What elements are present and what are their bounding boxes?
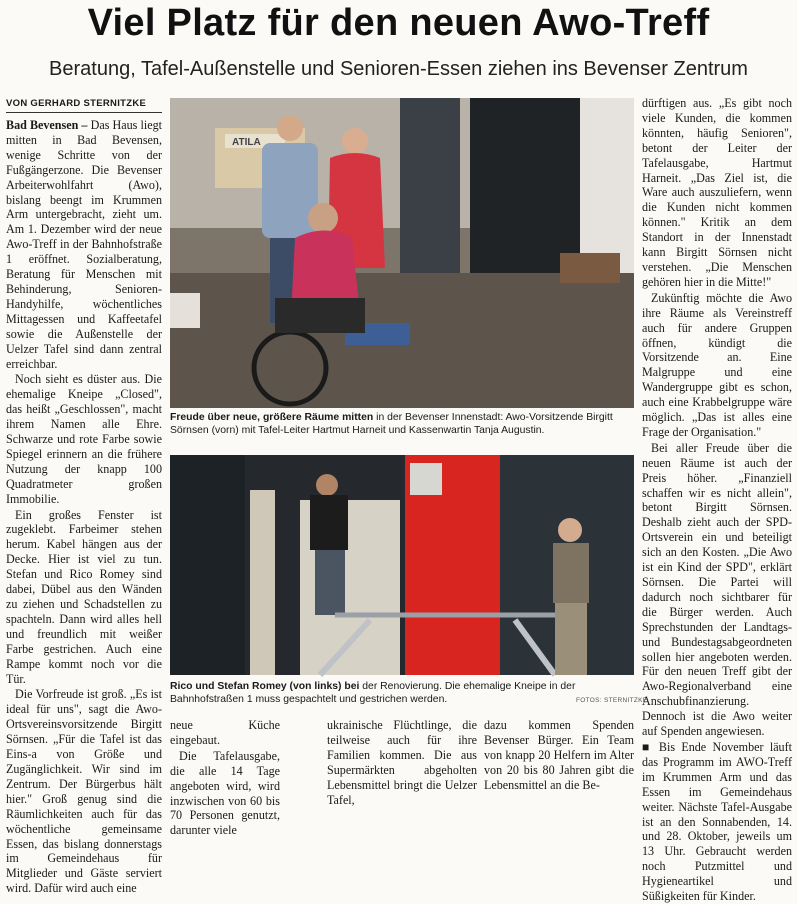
- paragraph-3: Ein großes Fenster ist zugeklebt. Farbeimer stehen herum. Kabel hängen aus der Decke. Hier ist viel zu tun. Stefan und Rico Romey sind dabei, Dübel aus den Wänden zu ziehen und Schadstellen zu spachteln. Dann wird alles hell und freundlich mit weißer Farbe gestrichen. Auch eine Rampe kommt noch vor die Tür.: [6, 507, 162, 686]
- photo-1-caption-bold: Freude über neue, größere Räume mitten: [170, 412, 374, 423]
- photo-2-caption: [170, 680, 634, 707]
- col4-paragraph-2: Zukünftig möchte die Awo ihre Räume als Vereinstreff auch für andere Gruppen öffnen, kündigt die Vorsitzende an. Eine Malgruppe und eine Wandergruppe gibt es schon, auch eine Krabbelgruppe wäre möglich. „Das ist alles eine Frage der Organisation.": [642, 290, 792, 439]
- text-column-4: [642, 96, 792, 904]
- article-subheadline: Beratung, Tafel-Außenstelle und Senioren-Essen ziehen ins Bevenser Zentrum: [49, 58, 748, 80]
- paragraph-2: Noch sieht es düster aus. Die ehemalige Kneipe „Closed", das heißt „Geschlossen", macht ihrem Namen alle Ehre. Schwarze und rote Farbe sowie Spiegel erinnern an die frühere Nutzung der knapp 100 Quadratmeter großen Immobilie.: [6, 372, 162, 506]
- bottom-col-1b-text: Die Tafelausgabe, die alle 14 Tage angeboten wird, wird inzwischen von 60 bis 70 Personen genutzt, darunter viele: [170, 748, 280, 838]
- photo-awo-team: [170, 98, 634, 408]
- dateline: Bad Bevensen –: [6, 118, 88, 132]
- text-column-3: [327, 718, 477, 807]
- text-column-3b: [484, 718, 634, 792]
- col4-paragraph-3: Bei aller Freude über die neuen Räume ist auch der Preis höher. „Finanziell schaffen wir es nicht allein", betont Birgitt Sörnsen. Deshalb zieht auch der SPD-Ortsverein ein und beteiligt sich an den Kosten. „Die Awo ist ein Kind der SPD", erklärt Sörnsen. Die Partei will dadurch noch sichtbarer für die Bürger werden. Auch Sprechstunden der Landtags- und Bundestagsabgeordneten sollen hier angeboten werden. Für den neuen Treff gibt der Awo-Regionalverband eine Anschubfinanzierung. Dennoch ist die Awo weiter auf Spenden angewiesen.: [642, 440, 792, 739]
- photo-credit: FOTOS: STERNITZKE: [576, 697, 648, 704]
- atila-sign: ATILA: [232, 137, 261, 148]
- article-headline: Viel Platz für den neuen Awo-Treff: [87, 2, 710, 44]
- col4-paragraph-4: ■ Bis Ende November läuft das Programm im AWO-Treff im Krummen Arm und das Essen im Gemeindehaus weiter. Nächste Tafel-Ausgabe ist an den Sonnabenden, 14. und 28. Oktober, jeweils um 13 Uhr. Gebraucht werden noch Putzmittel und Hygieneartikel und Süßigkeiten für Kinder.: [642, 739, 792, 904]
- photo-1-caption: [170, 411, 634, 438]
- bottom-col-2-text: ukrainische Flüchtlinge, die teilweise auch für ihre Familien kommen. Die aus Supermärkten abgeholten Lebensmittel bringt die Uelzer Tafel,: [327, 718, 477, 807]
- paragraph-1: [6, 118, 162, 371]
- paragraph-1-text: Das Haus liegt mitten in Bad Bevensen, wenige Schritte von der Fußgängerzone. Die Bevenser Arbeiterwohlfahrt (Awo), bislang beengt im Krummen Arm untergebracht, zieht um. Am 1. Dezember wird der neue Awo-Treff in der Bahnhofstraße 1 eröffnet. Sozialberatung, Beratung für Menschen mit Behinderung, Senioren-Handyhilfe, wöchentliches Mittagessen und Kaffeetafel sowie die Außenstelle der Uelzer Tafel sind dann zentral erreichbar.: [6, 118, 162, 371]
- photo-1-caption-text: in der Bevenser Innenstadt: Awo-Vorsitzende Birgitt Sörnsen (vorn) mit Tafel-Leiter Hartmut Harneit und Kassenwartin Tanja Augustin.: [170, 412, 613, 437]
- text-column-2: [170, 718, 280, 838]
- photo-renovation: [170, 455, 634, 675]
- paragraph-4: Die Vorfreude ist groß. „Es ist ideal für uns", sagt die Awo-Ortsvereinsvorsitzende Birgitt Sörnsen. „Für die Tafel ist das Eins-a von Größe und Zugänglichkeit. Wir sind im Zentrum. Der Bürgerbus hält hier." Groß genug sind die Räumlichkeiten auch für das wöchentliche gemeinsame Essen, das bislang donnerstags im Gemeindehaus für Mitglieder und Gäste serviert wird. Dafür wird auch eine: [6, 687, 162, 896]
- photo-2-caption-text: der Renovierung. Die ehemalige Kneipe in der Bahnhofstraßen 1 muss gespachtelt und gestrichen werden.: [170, 681, 576, 706]
- text-column-1: [6, 118, 162, 896]
- photo-awo-team-image: [170, 98, 634, 408]
- photo-2-caption-bold: Rico und Stefan Romey (von links) bei: [170, 681, 360, 692]
- bottom-col-1-text: neue Küche eingebaut.: [170, 718, 280, 747]
- byline: VON GERHARD STERNITZKE: [6, 98, 162, 113]
- photo-renovation-image: [170, 455, 634, 675]
- col4-paragraph-1: dürftigen aus. „Es gibt noch viele Kunden, die kommen könnten, häufig Senioren", betont der Leiter der Tafelausgabe, Hartmut Harneit. „Das Ziel ist, die Ware auch auszuliefern, wenn die Kunden nicht kommen können." Kritik an dem Standort in der Innenstadt kann Birgitt Sörnsen nicht verstehen. „Die Menschen gehören hier in die Mitte!": [642, 96, 792, 289]
- bottom-col-3-text: dazu kommen Spenden Bevenser Bürger. Ein Team von knapp 20 Helfern im Alter von 20 bis 80 Jahren gibt die Lebensmittel an die Be-: [484, 718, 634, 792]
